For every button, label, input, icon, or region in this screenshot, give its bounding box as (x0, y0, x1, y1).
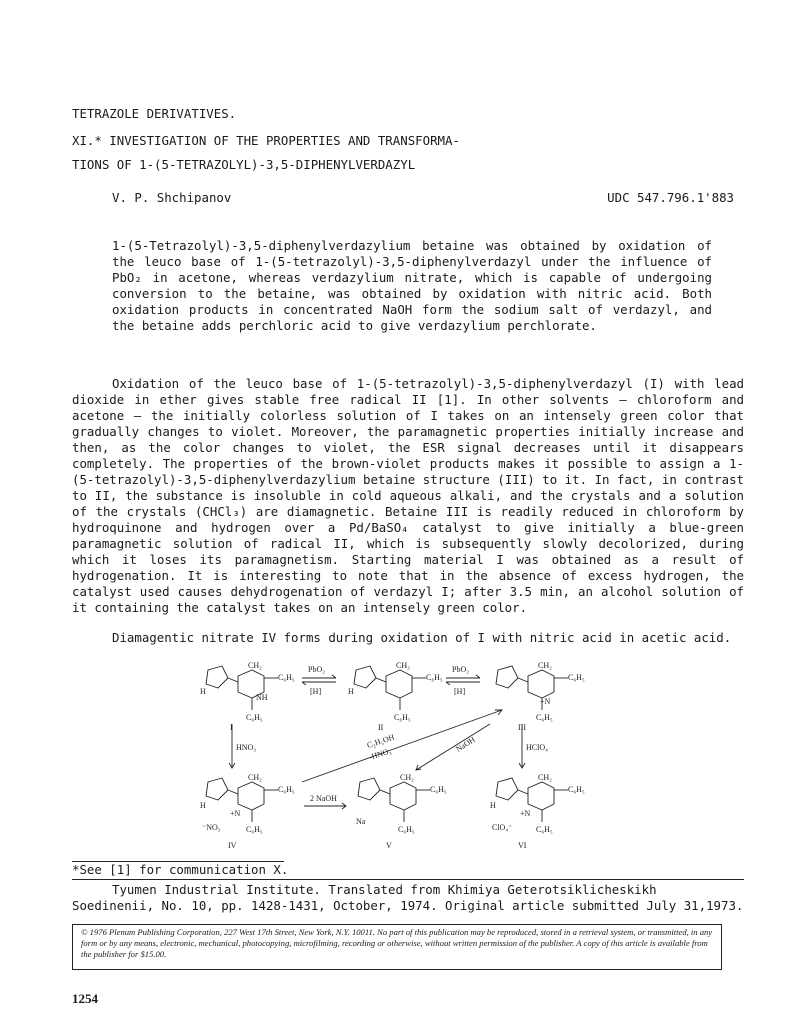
atom-c6h5-IV-a: C₆H₅ (278, 785, 295, 794)
atom-c6h5-V-b: C₆H₅ (398, 825, 415, 834)
atom-h-IV: H (200, 801, 206, 810)
reagent-hno3: HNO₃ (236, 743, 257, 752)
atom-nh-I: NH (256, 693, 268, 702)
udc-code: UDC 547.796.1'883 (607, 190, 734, 205)
reagent-h-b: [H] (454, 687, 466, 696)
atom-na-V: Na (356, 817, 366, 826)
reagent-naoh: NaOH (454, 734, 477, 754)
structure-II (354, 666, 426, 710)
affiliation-rule (72, 879, 744, 880)
structure-III (496, 666, 568, 710)
structure-V (358, 778, 430, 822)
atom-c6h5-I-b: C₆H₅ (246, 713, 263, 722)
label-VI: VI (518, 841, 527, 850)
atom-c6h5-VI-b: C₆H₅ (536, 825, 553, 834)
atom-plus-n-VI: +N (520, 809, 531, 818)
atom-c6h5-IV-b: C₆H₅ (246, 825, 263, 834)
atom-h-VI: H (490, 801, 496, 810)
atom-c6h5-I-a: C₆H₅ (278, 673, 295, 682)
atom-plus-n-III: +N (540, 697, 551, 706)
atom-c6h5-III-a: C₆H₅ (568, 673, 585, 682)
title-line-1: TETRAZOLE DERIVATIVES. (72, 106, 237, 121)
atom-c6h5-V-a: C₆H₅ (430, 785, 447, 794)
atom-c6h5-II-a: C₆H₅ (426, 673, 443, 682)
affiliation: Tyumen Industrial Institute. Translated from Khimiya Geterotsiklicheskikh Soedinenii, No. 10, pp. 1428-1431, October, 1974. Original article submitted July 31,1973. (72, 882, 744, 913)
reagent-c2h5oh: C₂H₅OH (365, 732, 396, 750)
structure-IV (206, 778, 278, 822)
label-III: III (518, 723, 526, 732)
atom-ch2-II: CH₂ (396, 661, 410, 670)
page-number: 1254 (72, 991, 98, 1006)
reagent-2-naoh: 2 NaOH (310, 794, 337, 803)
atom-clo4-VI: ClO₄⁻ (492, 823, 513, 832)
label-I: I (230, 723, 233, 732)
atom-c6h5-II-b: C₆H₅ (394, 713, 411, 722)
atom-plus-n-IV: +N (230, 809, 241, 818)
reagent-minus-hno3: -HNO₃ (367, 746, 393, 762)
atom-ch2-VI: CH₂ (538, 773, 552, 782)
atom-ch2-I: CH₂ (248, 661, 262, 670)
arrow-III-to-V (416, 724, 490, 770)
atom-c6h5-III-b: C₆H₅ (536, 713, 553, 722)
title-line-2: XI.* INVESTIGATION OF THE PROPERTIES AND TRANSFORMA- (72, 133, 460, 148)
atom-c6h5-VI-a: C₆H₅ (568, 785, 585, 794)
author-name: V. P. Shchipanov (112, 190, 232, 205)
equilibrium-arrow-II-III (446, 675, 480, 685)
atom-h-I: H (200, 687, 206, 696)
reagent-h-a: [H] (310, 687, 322, 696)
reaction-scheme (190, 652, 770, 862)
atom-h-II: H (348, 687, 354, 696)
paragraph-2: Diamagentic nitrate IV forms during oxidation of I with nitric acid in acetic acid. (112, 630, 732, 645)
label-II: II (378, 723, 384, 732)
label-IV: IV (228, 841, 237, 850)
reagent-hclo4: HClO₄ (526, 743, 548, 752)
arrow-IV-to-V (304, 803, 346, 809)
atom-ch2-V: CH₂ (400, 773, 414, 782)
atom-ch2-III: CH₂ (538, 661, 552, 670)
copyright-notice: © 1976 Plenum Publishing Corporation, 227 West 17th Street, New York, N.Y. 10011. No part of this publication may be reproduced, stored in a retrieval system, or transmitted, in any form or by any means, electronic, mechanical, photocopying, microfilming, recording or otherwise, without written permission of the publisher. A copy of this article is available from the publisher for $15.00. (72, 924, 722, 970)
body-text (72, 376, 744, 616)
label-V: V (386, 841, 392, 850)
equilibrium-arrow-I-II (302, 675, 336, 685)
paragraph-1: Oxidation of the leuco base of 1-(5-tetrazolyl)-3,5-diphenylverdazyl (I) with lead dioxide in ether gives stable free radical II [1]. In other solvents — chloroform and acetone — the initially colorless solution of I takes on an intensely green color that gradually changes to violet. Moreover, the paramagnetic properties initially increase and then, as the color changes to violet, the ESR signal decreases until it disappears completely. The properties of the brown-violet products makes it possible to assign a 1-(5-tetrazolyl)-3,5-diphenylverdazylium betaine structure (III) to it. In fact, in contrast to II, the substance is insoluble in cold aqueous alkali, and the crystals and a solution of the crystals (CHCl₃) are diamagnetic. Betaine III is readily reduced in chloroform by hydroquinone and hydrogen over a Pd/BaSO₄ catalyst to give initially a blue-green paramagnetic solution of radical II, which is subsequently slowly decolorized, during which it loses its paramagnetism. Starting material I was obtained as a result of hydrogenation. It is interesting to note that in the absence of excess hydrogen, the catalyst used causes dehydrogenation of verdazyl I; after 3.5 min, an alcohol solution of it containing the catalyst takes on an intensely green color. (72, 376, 744, 615)
structure-VI (496, 778, 568, 822)
reagent-pbo2-a: PbO₂ (308, 665, 326, 674)
structure-I (206, 666, 278, 710)
title-line-3: TIONS OF 1-(5-TETRAZOLYL)-3,5-DIPHENYLVERDAZYL (72, 157, 416, 172)
abstract: 1-(5-Tetrazolyl)-3,5-diphenylverdazylium betaine was obtained by oxidation of the leuco base of 1-(5-tetrazolyl)-3,5-diphenylverdazyl under the influence of PbO₂ in acetone, whereas verdazylium nitrate, which is capable of undergoing conversion to the betaine, was obtained by oxidation with nitric acid. Both oxidation products in concentrated NaOH form the sodium salt of verdazyl, and the betaine adds perchloric acid to give verdazylium perchlorate. (112, 238, 712, 333)
reagent-pbo2-b: PbO₂ (452, 665, 470, 674)
footnote: *See [1] for communication X. (72, 862, 289, 877)
atom-ch2-IV: CH₂ (248, 773, 262, 782)
article-title (72, 106, 732, 178)
atom-no3-IV: ⁻NO₃ (202, 823, 221, 832)
